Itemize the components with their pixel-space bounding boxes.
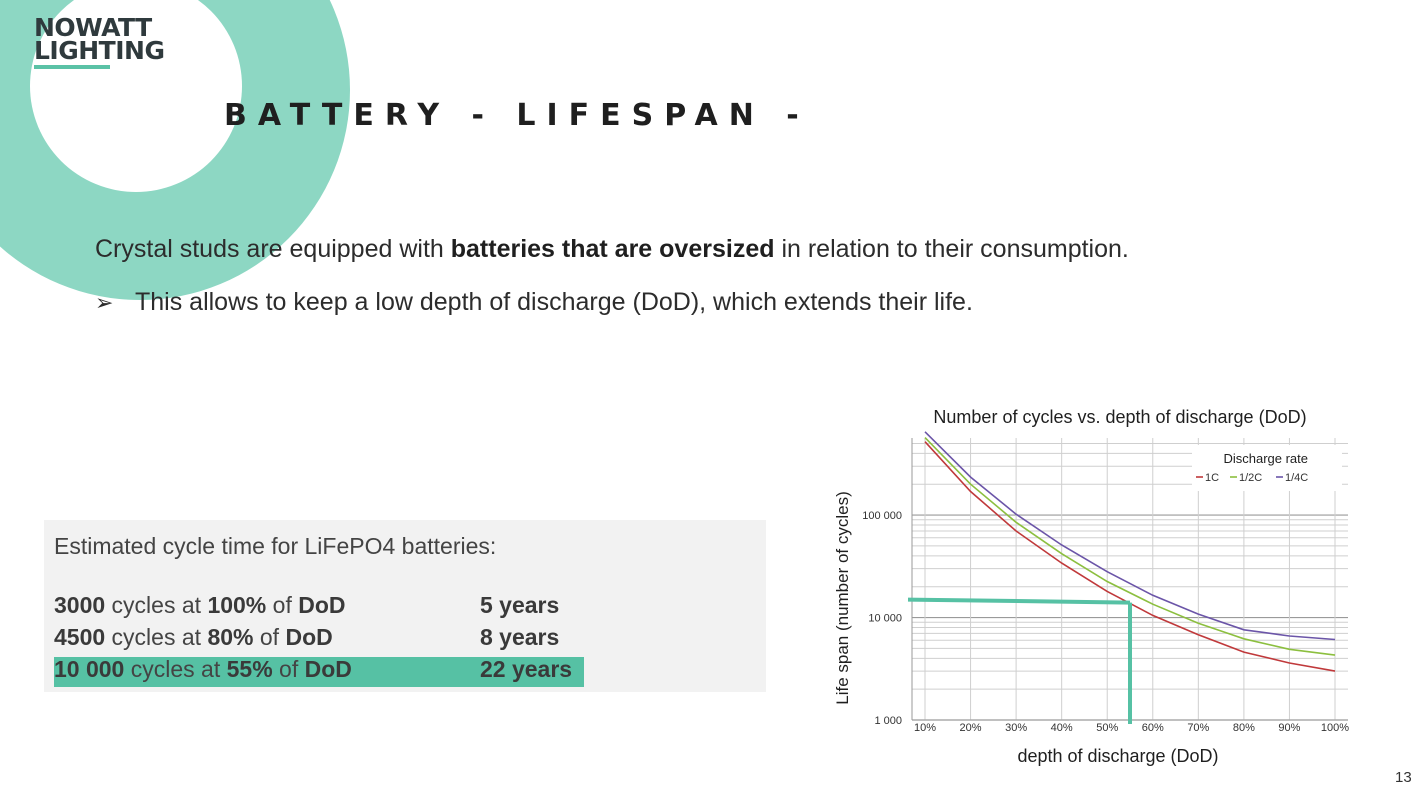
panel-heading: Estimated cycle time for LiFePO4 batteries:: [54, 533, 497, 559]
row-cycles: 10 000: [54, 656, 125, 682]
x-axis-label: depth of discharge (DoD): [1017, 746, 1219, 766]
x-tick-label: 40%: [1050, 722, 1073, 734]
x-tick-label: 90%: [1278, 722, 1301, 734]
bullet-point: [95, 288, 973, 317]
row-cycles: 3000: [54, 592, 106, 618]
y-tick-label: 100 000: [862, 510, 902, 523]
intro-after: in relation to their consumption.: [774, 235, 1129, 263]
x-tick-label: 30%: [1005, 722, 1028, 734]
intro-text: [95, 235, 1129, 264]
intro-bold: batteries that are oversized: [450, 235, 775, 263]
x-tick-label: 20%: [959, 722, 982, 734]
company-logo: [34, 13, 170, 69]
legend-entry: 1C: [1205, 472, 1220, 484]
x-tick-label: 50%: [1096, 722, 1119, 734]
annotation-horizontal-line: [908, 600, 1130, 603]
row-of-text: of: [253, 624, 286, 650]
row-dod: 55%: [226, 656, 273, 682]
row-cycles-text: cycles at: [124, 656, 227, 682]
row-years: 5 years: [480, 592, 560, 618]
bullet-text: This allows to keep a low depth of discharge (DoD), which extends their life.: [135, 288, 973, 316]
row-dod: 80%: [207, 624, 254, 650]
x-tick-label: 70%: [1187, 722, 1210, 734]
intro-before: Crystal studs are equipped with: [95, 235, 451, 263]
logo-underline: [34, 65, 110, 69]
row-years: 22 years: [480, 656, 573, 682]
chart-title: Number of cycles vs. depth of discharge (DoD): [933, 407, 1307, 427]
cycle-row: [54, 592, 560, 622]
row-cycles-text: cycles at: [105, 592, 208, 618]
x-tick-label: 80%: [1232, 722, 1255, 734]
chart-legend: [1192, 445, 1342, 491]
x-tick-label: 60%: [1141, 722, 1164, 734]
cycle-row-highlighted: [54, 656, 573, 686]
logo-line-1: NOWATT: [34, 13, 152, 42]
cycles-vs-dod-chart: [820, 400, 1380, 775]
y-axis-label: Life span (number of cycles): [833, 491, 852, 705]
y-tick-label: 1 000: [874, 715, 902, 727]
row-cycles-text: cycles at: [105, 624, 208, 650]
logo-line-2: LIGHTING: [34, 36, 165, 65]
row-cycles: 4500: [54, 624, 106, 650]
x-tick-label: 10%: [913, 722, 937, 734]
slide-title: BATTERY - LIFESPAN -: [224, 98, 810, 133]
row-dod-label: DoD: [304, 656, 352, 682]
legend-entry: 1/4C: [1285, 472, 1309, 484]
legend-title: Discharge rate: [1223, 451, 1308, 466]
y-tick-label: 10 000: [868, 612, 902, 625]
cycle-time-panel: [44, 520, 766, 692]
legend-entry: 1/2C: [1239, 472, 1263, 484]
x-tick-label: 100%: [1320, 722, 1350, 734]
row-dod-label: DoD: [285, 624, 333, 650]
bullet-arrow-icon: ➢: [95, 290, 114, 315]
page-number: 13: [1395, 769, 1412, 786]
chart-annotation: [908, 600, 1130, 724]
cycle-row: [54, 624, 560, 654]
row-of-text: of: [266, 592, 299, 618]
row-dod-label: DoD: [298, 592, 346, 618]
row-years: 8 years: [480, 624, 560, 650]
row-dod: 100%: [207, 592, 267, 618]
row-of-text: of: [272, 656, 305, 682]
